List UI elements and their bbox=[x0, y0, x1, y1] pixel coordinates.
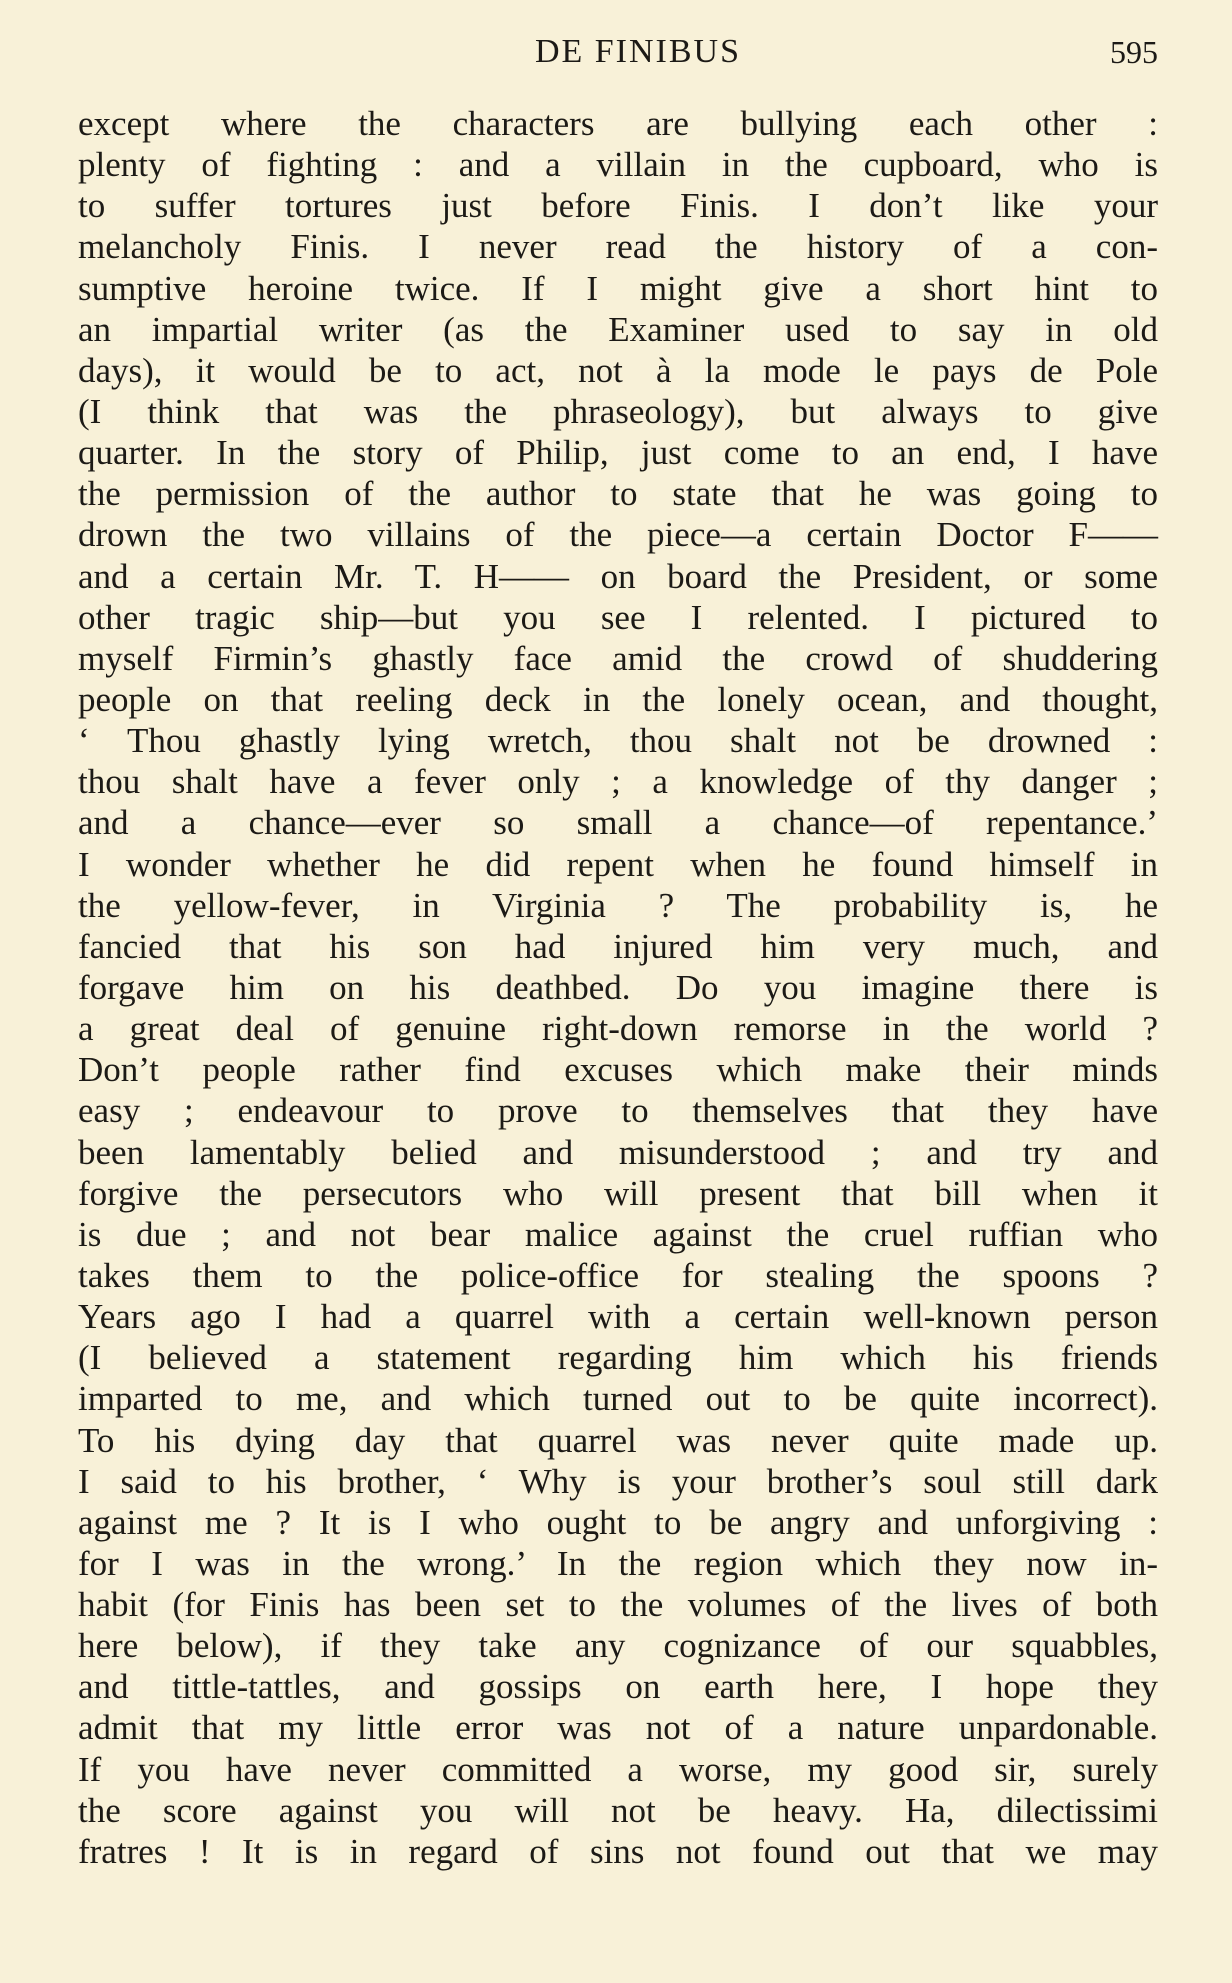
text-line: myself Firmin’s ghastly face amid the crowd of shuddering bbox=[78, 638, 1158, 678]
text-line: people on that reeling deck in the lonely ocean, and thought, bbox=[78, 679, 1158, 719]
text-line: to suffer tortures just before Finis. I don’t like your bbox=[78, 186, 1158, 226]
text-line: except where the characters are bullying each other : bbox=[78, 104, 1158, 143]
text-line: admit that my little error was not of a nature unpardonable. bbox=[78, 1708, 1158, 1748]
text-line: habit (for Finis has been set to the volumes of the lives of both bbox=[78, 1585, 1158, 1625]
page-number: 595 bbox=[1110, 34, 1158, 70]
text-line: melancholy Finis. I never read the history of a con- bbox=[78, 227, 1158, 267]
text-line: is due ; and not bear malice against the cruel ruffian who bbox=[78, 1214, 1158, 1254]
text-line: sumptive heroine twice. If I might give a short hint to bbox=[78, 268, 1158, 308]
text-line: I said to his brother, ‘ Why is your brother’s soul still dark bbox=[78, 1461, 1158, 1501]
text-line: ‘ Thou ghastly lying wretch, thou shalt not be drowned : bbox=[78, 721, 1158, 761]
text-line: and a chance—ever so small a chance—of repentance.’ bbox=[78, 803, 1158, 843]
text-line: the yellow-fever, in Virginia ? The probability is, he bbox=[78, 885, 1158, 925]
body-text bbox=[78, 103, 1158, 1872]
text-line: a great deal of genuine right-down remorse in the world ? bbox=[78, 1009, 1158, 1049]
text-line: quarter. In the story of Philip, just come to an end, I have bbox=[78, 433, 1158, 473]
text-line: and a certain Mr. T. H—— on board the President, or some bbox=[78, 556, 1158, 596]
text-line: (I believed a statement regarding him which his friends bbox=[78, 1338, 1158, 1378]
text-line: fratres ! It is in regard of sins not found out that we may bbox=[78, 1831, 1158, 1871]
text-line: To his dying day that quarrel was never quite made up. bbox=[78, 1420, 1158, 1460]
text-line: against me ? It is I who ought to be angry and unforgiving : bbox=[78, 1502, 1158, 1542]
text-line: fancied that his son had injured him very much, and bbox=[78, 926, 1158, 966]
text-line: the permission of the author to state that he was going to bbox=[78, 474, 1158, 514]
text-line: and tittle-tattles, and gossips on earth here, I hope they bbox=[78, 1667, 1158, 1707]
text-line: an impartial writer (as the Examiner used to say in old bbox=[78, 309, 1158, 349]
text-line: imparted to me, and which turned out to be quite incorrect). bbox=[78, 1379, 1158, 1419]
text-line: Years ago I had a quarrel with a certain well-known person bbox=[78, 1297, 1158, 1337]
text-line: the score against you will not be heavy. Ha, dilectissimi bbox=[78, 1790, 1158, 1830]
text-line: plenty of fighting : and a villain in the cupboard, who is bbox=[78, 145, 1158, 185]
text-line: forgive the persecutors who will present that bill when it bbox=[78, 1173, 1158, 1213]
text-line: forgave him on his deathbed. Do you imagine there is bbox=[78, 967, 1158, 1007]
text-line: takes them to the police-office for stealing the spoons ? bbox=[78, 1255, 1158, 1295]
text-line: for I was in the wrong.’ In the region which they now in- bbox=[78, 1543, 1158, 1583]
text-line: I wonder whether he did repent when he found himself in bbox=[78, 844, 1158, 884]
text-line: thou shalt have a fever only ; a knowledge of thy danger ; bbox=[78, 762, 1158, 802]
text-line: days), it would be to act, not à la mode le pays de Pole bbox=[78, 350, 1158, 390]
running-head bbox=[78, 30, 1158, 74]
text-line: (I think that was the phraseology), but always to give bbox=[78, 391, 1158, 431]
text-line: easy ; endeavour to prove to themselves that they have bbox=[78, 1091, 1158, 1131]
text-line: other tragic ship—but you see I relented. I pictured to bbox=[78, 597, 1158, 637]
text-line: If you have never committed a worse, my good sir, surely bbox=[78, 1749, 1158, 1789]
text-line: been lamentably belied and misunderstood ; and try and bbox=[78, 1132, 1158, 1172]
text-line: here below), if they take any cognizance of our squabbles, bbox=[78, 1626, 1158, 1666]
running-head-title: DE FINIBUS bbox=[534, 33, 742, 70]
text-line: drown the two villains of the piece—a certain Doctor F—— bbox=[78, 515, 1158, 555]
text-line: Don’t people rather find excuses which make their minds bbox=[78, 1050, 1158, 1090]
